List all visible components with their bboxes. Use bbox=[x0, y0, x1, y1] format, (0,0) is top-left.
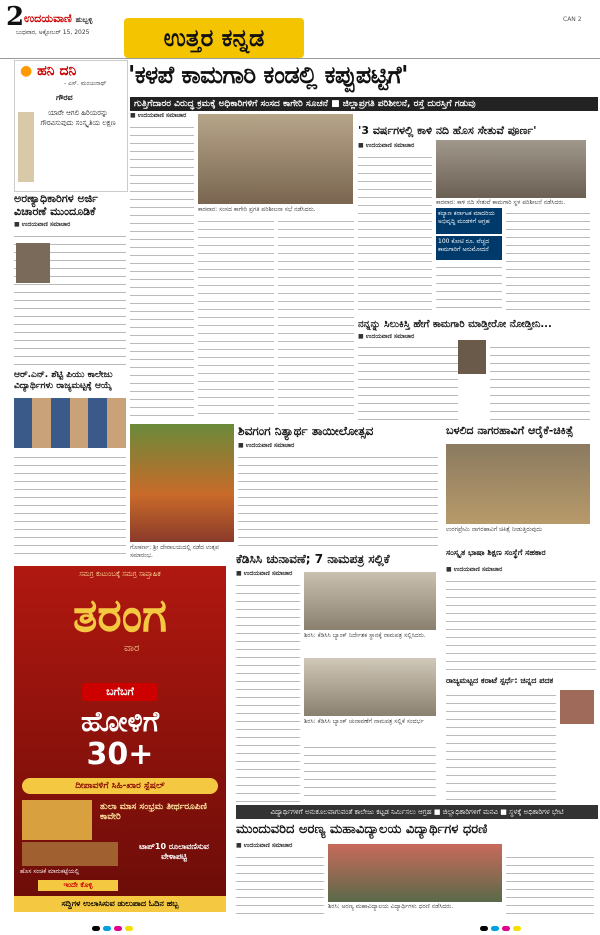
bridge-body-col2 bbox=[436, 262, 502, 312]
hani-dani-title bbox=[20, 63, 76, 79]
silk-body-col1 bbox=[358, 342, 458, 420]
bridge-photo bbox=[436, 140, 586, 198]
main-body-col2 bbox=[198, 216, 274, 416]
page-code: CAN 2 bbox=[563, 16, 582, 23]
hani-dani-heading: ಗೌರವ bbox=[56, 93, 73, 102]
masthead-rule bbox=[0, 58, 600, 59]
bridge-headline: '3 ವರ್ಷಗಳಲ್ಲಿ ಕಾಳಿ ನದಿ ಹೊಸ ಸೇತುವೆ ಪೂರ್ಣ' bbox=[358, 124, 537, 137]
ad-photo-1 bbox=[22, 800, 92, 840]
quiz-headline: ರಾಜ್ಯಮಟ್ಟದ ಕರಾಟೆ ಸ್ಪರ್ಧೆ: ಚಿನ್ನದ ಪದಕ bbox=[446, 676, 554, 685]
ad-availability: ಹೊಸ ಸಂಚಿಕೆ ಮಾರುಕಟ್ಟೆಯಲ್ಲಿ bbox=[20, 868, 80, 875]
protest-body-col1 bbox=[236, 852, 324, 914]
kdcc-headline: ಕೆಡಿಸಿಸಿ ಚುನಾವಣೆ; 7 ನಾಮಪತ್ರ ಸಲ್ಲಿಕೆ bbox=[236, 552, 390, 566]
silk-headline: ನನ್ನನ್ನು ಸಿಲುಕಿಸ್ತಿ ಹೇಗೆ ಕಾಮಗಾರಿ ಮಾಡ್ತೀರೋ ನೋಡ್ತೀನಿ... bbox=[358, 319, 552, 330]
silk-photo bbox=[458, 340, 486, 374]
temple-photo-caption: ಗೋಕರ್ಣ: ಶ್ರೀ ದೇವಾಲಯದಲ್ಲಿ ನಡೆದ ಉತ್ಸವ ಸಮಾರಂಭ. bbox=[130, 544, 220, 559]
hani-dani-byline: - ಎಸ್. ಮಂಜುನಾಥ್ bbox=[64, 80, 107, 87]
quiz-photo bbox=[560, 690, 594, 724]
ad-count: 30+ bbox=[86, 737, 154, 772]
silk-body-col2 bbox=[490, 342, 590, 420]
ad-title: ತರಂಗ bbox=[73, 588, 167, 642]
main-photo-caption: ಕಾರವಾರ: ಸಂಸದ ಕಾಗೇರಿ ಪ್ರಗತಿ ಪರಿಶೀಲನಾ ಸಭೆ ನಡೆಸಿದರು. bbox=[198, 206, 316, 213]
protest-body-col2 bbox=[506, 852, 594, 914]
date-line: ಬುಧವಾರ, ಅಕ್ಟೋಬರ್ 15, 2025 bbox=[16, 29, 90, 36]
shivaganga-headline: ಶಿವಗಂಗ ನಿತ್ಯಾರ್ಥ ತಾಯೀಲೋತ್ಸವ bbox=[238, 424, 374, 438]
main-byline: ■ ಉದಯವಾಣಿ ಸಮಾಚಾರ bbox=[130, 112, 187, 119]
main-headline: 'ಕಳಪೆ ಕಾಮಗಾರಿ ಕಂಡಲ್ಲಿ ಕಪ್ಪುಪಟ್ಟಿಗೆ' bbox=[128, 60, 408, 89]
protest-photo bbox=[328, 844, 502, 902]
kdcc-photo-1 bbox=[304, 572, 436, 630]
hani-dani-illustration bbox=[18, 112, 34, 182]
section-banner: ಉತ್ತರ ಕನ್ನಡ bbox=[124, 18, 304, 58]
main-subheadline: ಗುತ್ತಿಗೆದಾರರ ವಿರುದ್ಧ ಕ್ರಮಕ್ಕೆ ಅಧಿಕಾರಿಗಳಿಗೆ ಸಂಸದ ಕಾಗೇರಿ ಸೂಚನೆ ■ ಜಿಲ್ಲಾಪ್ರಗತಿ ಪರಿಶೀಲನೆ, ರಸ್ತೆ ದುರಸ್ತಿಗೆ ಗಡುವು bbox=[130, 97, 598, 111]
ad-top-line: ಸಮಗ್ರ ಕುಟುಂಬಕ್ಕೆ ಸಮಗ್ರ ಸಾಪ್ತಾಹಿಕ bbox=[79, 570, 161, 578]
registration-marks-right bbox=[480, 916, 524, 935]
ad-holige: ಹೋಳಿಗೆ bbox=[81, 705, 159, 738]
silk-byline: ■ ಉದಯವಾಣಿ ಸಮಾಚಾರ bbox=[358, 333, 415, 340]
forest-headline: ಅರಣ್ಯಾಧಿಕಾರಿಗಳ ಅರ್ಜಿ ವಿಚಾರಣೆ ಮುಂದೂಡಿಕೆ bbox=[14, 192, 98, 218]
sanskrit-body bbox=[446, 576, 596, 672]
registration-marks-left bbox=[92, 916, 136, 935]
quiz-body bbox=[446, 690, 556, 800]
protest-photo-caption: ಶಿರಸಿ: ಅರಣ್ಯ ಮಹಾವಿದ್ಯಾಲಯ ವಿದ್ಯಾರ್ಥಿಗಳು ಧರಣಿ ನಡೆಸಿದರು. bbox=[328, 903, 454, 910]
college-body bbox=[14, 452, 126, 556]
hani-dani-label: ಹನಿ ದನಿ bbox=[37, 63, 77, 79]
bridge-photo-caption: ಕಾರವಾರ: ಕಾಳಿ ನದಿ ಸೇತುವೆ ಕಾಮಗಾರಿ ಸ್ಥಳ ಪರಿಶೀಲನೆ ನಡೆಸಿದರು. bbox=[436, 199, 566, 206]
sanskrit-byline: ■ ಉದಯವಾಣಿ ಸಮಾಚಾರ bbox=[446, 566, 503, 573]
shivaganga-byline: ■ ಉದಯವಾಣಿ ಸಮಾಚಾರ bbox=[238, 442, 295, 449]
temple-photo bbox=[130, 424, 234, 542]
ad-weekly: ವಾರ bbox=[124, 643, 140, 654]
shivaganga-body bbox=[238, 452, 438, 548]
ad-special: ದೀಪಾವಳಿಗೆ ಸಿಹಿ-ಖಾರ ಸ್ಪೆಷಲ್ bbox=[22, 778, 218, 794]
bridge-body-col3 bbox=[506, 208, 590, 312]
snake-photo-caption: ಉರಗಪ್ರೇಮಿ ನಾಗರಹಾವಿಗೆ ಚಿಕಿತ್ಸೆ ನೀಡುತ್ತಿರುವುದು bbox=[446, 526, 543, 533]
protest-headline: ಮುಂದುವರಿದ ಅರಣ್ಯ ಮಹಾವಿದ್ಯಾಲಯ ವಿದ್ಯಾರ್ಥಿಗಳ ಧರಣಿ bbox=[236, 822, 488, 837]
bridge-bullet-1: ಕಲ್ಯಾಣ ಕರ್ನಾಟಕ ಮಾದರಿಯ ಅಭಿವೃದ್ಧಿ ಮಂಡಳಿಗೆ ಆಗ್ರಹ bbox=[436, 208, 502, 234]
snake-photo bbox=[446, 444, 590, 524]
paper-title: ಉದಯವಾಣಿ bbox=[24, 12, 72, 25]
protest-byline: ■ ಉದಯವಾಣಿ ಸಮಾಚಾರ bbox=[236, 842, 293, 849]
kdcc-body bbox=[236, 580, 300, 802]
snake-headline: ಬಳಲಿದ ನಾಗರಹಾವಿಗೆ ಆರೈಕೆ-ಚಿಕಿತ್ಸೆ bbox=[446, 424, 574, 437]
sanskrit-headline: ಸಂಸ್ಕೃತ ಭಾಷಾ ಶಿಕ್ಷಣ ಸಂಸ್ಥೆಗೆ ಸಹಕಾರ bbox=[446, 548, 546, 557]
main-body-col1 bbox=[130, 122, 194, 422]
main-body-col3 bbox=[278, 216, 354, 416]
forest-byline: ■ ಉದಯವಾಣಿ ಸಮಾಚಾರ bbox=[14, 221, 71, 228]
ad-tag: ಬಗೆಬಗೆ bbox=[82, 683, 158, 701]
main-photo bbox=[198, 114, 353, 204]
college-headline: ಆರ್.ಎನ್. ಶೆಟ್ಟಿ ಪಿಯು ಕಾಲೇಜು ವಿದ್ಯಾರ್ಥಿಗಳು ರಾಜ್ಯಮಟ್ಟಕ್ಕೆ ಆಯ್ಕೆ bbox=[14, 370, 113, 391]
edition-tag: ಹುಬ್ಬಳ್ಳಿ bbox=[75, 16, 93, 24]
page-number: 2 bbox=[6, 2, 25, 32]
paper-name bbox=[24, 12, 93, 26]
hani-dani-quote: ಯಾರೇ ಆಗಲಿ ಹಿರಿಯರನ್ನು ಗೌರವಿಸುವುದು ಸಂಸ್ಕೃತಿಯ ಲಕ್ಷಣ bbox=[40, 109, 116, 127]
college-photo bbox=[14, 398, 126, 448]
bridge-byline: ■ ಉದಯವಾಣಿ ಸಮಾಚಾರ bbox=[358, 142, 415, 149]
ad-promo-2: ಟಾಪ್10 ರೂಲಾವಣಿಸುವ ವೇಳಾಪಟ್ಟಿ bbox=[139, 842, 209, 861]
kdcc-photo-2 bbox=[304, 658, 436, 716]
ad-promo-1: ತುಲಾ ಮಾಸ ಸಂಭ್ರಮ ತೀರ್ಥರೂಪಿಣಿ ಕಾವೇರಿ bbox=[100, 802, 207, 822]
drop-icon: ● bbox=[20, 63, 33, 79]
ad-buy-now: ಇಂದೇ ಕೊಳ್ಳಿ bbox=[38, 880, 118, 891]
forest-photo bbox=[16, 243, 50, 283]
bridge-bullet-2: 100 ಕೋಟಿ ರೂ. ವೆಚ್ಚದ ಕಾಮಗಾರಿಗೆ ಅನುಮೋದನೆ bbox=[436, 236, 502, 260]
kdcc-body-2 bbox=[304, 742, 436, 802]
ad-photo-2 bbox=[22, 842, 118, 866]
kdcc-caption-2: ಶಿರಸಿ: ಕೆಡಿಸಿಸಿ ಬ್ಯಾಂಕ್ ಚುನಾವಣೆಗೆ ನಾಮಪತ್ರ ಸಲ್ಲಿಕೆ ಸಂದರ್ಭ bbox=[304, 718, 424, 725]
bridge-body-col1 bbox=[358, 152, 432, 312]
bottom-strip: ವಿದ್ಯಾರ್ಥಿಗಳಿಗೆ ಅನುಕೂಲವಾಗುವಂತೆ ಕಾಲೇಜು ಕಟ್ಟಡ ನಿರ್ಮಿಸಲು ಆಗ್ರಹ ■ ಜಿಲ್ಲಾಧಿಕಾರಿಗಳಿಗೆ ಮನವಿ ■ ಸ್ಥಳಕ್ಕೆ ಅಧಿಕಾರಿಗಳ ಭೇಟಿ bbox=[236, 805, 598, 819]
kdcc-caption-1: ಶಿರಸಿ: ಕೆಡಿಸಿಸಿ ಬ್ಯಾಂಕ್ ನಿರ್ದೇಶಕ ಸ್ಥಾನಕ್ಕೆ ನಾಮಪತ್ರ ಸಲ್ಲಿಸಿದರು. bbox=[304, 632, 426, 639]
ad-bottom-line: ಸದ್ದಿಗಳ ಉಲಾಸಿಸುವ ಡುಲುಪಾದ ಓದಿನ ಹಬ್ಬ bbox=[14, 896, 226, 912]
kdcc-byline: ■ ಉದಯವಾಣಿ ಸಮಾಚಾರ bbox=[236, 570, 293, 577]
